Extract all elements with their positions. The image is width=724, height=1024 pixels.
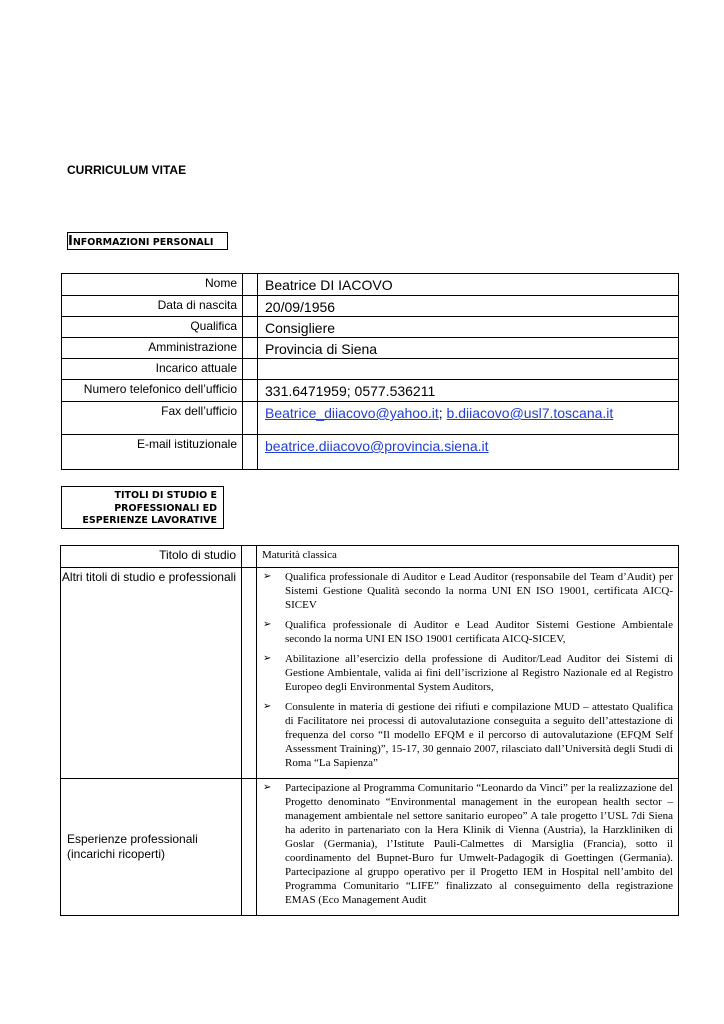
label-esperienze: Esperienze professionali (incarichi ricoperti) — [61, 779, 242, 916]
education-table — [60, 545, 679, 916]
section-heading-education — [61, 486, 224, 529]
table-row — [62, 274, 679, 296]
value-data-nascita: 20/09/1956 — [258, 296, 679, 317]
table-row — [62, 317, 679, 338]
list-item-text: Partecipazione al Programma Comunitario “Leonardo da Vinci” per la realizzazione del Progetto denominato “Environmental management in the european health sector – management ambientale nel settore sanitario europeo” A tale progetto l’USL 7di Siena ha aderito in partenariato con la Hera Klinik di Vienna (Austria), la Harzkliniken di Goslar (Germania), l’Istitute Pauli-Calmettes di Marsiglia (Francia), sotto il coordinamento del Bupnet-Buro fur Umwelt-Padagogik di Goettingen (Germania). Partecipazione al gruppo operativo per il Progetto IEM in Hospital nell’ambito del Programma Comunitario “LIFE” finalizzato al conseguimento della registrazione EMAS (Eco Management Audit — [285, 782, 673, 906]
spacer-cell — [243, 296, 258, 317]
spacer-cell — [243, 380, 258, 402]
arrow-bullet-icon: ➢ — [263, 782, 272, 793]
section-heading-line: PROFESSIONALI ED — [114, 502, 217, 514]
personal-info-table — [61, 273, 679, 470]
arrow-bullet-icon: ➢ — [263, 653, 272, 664]
table-row — [61, 546, 679, 568]
list-item — [262, 781, 673, 907]
label-email-istituzionale: E-mail istituzionale — [62, 435, 243, 470]
value-email-istituzionale — [258, 435, 679, 470]
value-altri-titoli — [257, 568, 679, 779]
label-telefono: Numero telefonico dell’ufficio — [62, 380, 243, 402]
spacer-cell — [243, 317, 258, 338]
value-amministrazione: Provincia di Siena — [258, 338, 679, 359]
label-amministrazione: Amministrazione — [62, 338, 243, 359]
table-row — [62, 402, 679, 435]
table-row — [62, 380, 679, 402]
label-altri-titoli: Altri titoli di studio e professionali — [61, 568, 242, 779]
value-titolo-studio: Maturità classica — [257, 546, 679, 568]
table-row — [62, 359, 679, 380]
arrow-bullet-icon: ➢ — [263, 701, 272, 712]
value-incarico-attuale — [258, 359, 679, 380]
section-heading-rest: NFORMAZIONI PERSONALI — [72, 237, 214, 248]
document-title: CURRICULUM VITAE — [67, 163, 187, 177]
value-esperienze — [257, 779, 679, 916]
spacer-cell — [243, 359, 258, 380]
altri-titoli-list — [262, 570, 673, 770]
list-item — [262, 570, 673, 612]
value-nome: Beatrice DI IACOVO — [258, 274, 679, 296]
label-incarico-attuale: Incarico attuale — [62, 359, 243, 380]
list-item — [262, 700, 673, 770]
spacer-cell — [243, 338, 258, 359]
table-row — [61, 568, 679, 779]
list-item — [262, 618, 673, 646]
list-item-text: Qualifica professionale di Auditor e Lead Auditor Sistemi Gestione Ambientale secondo la norma UNI EN ISO 19001 certificata AICQ-SICEV, — [285, 619, 673, 645]
section-heading-personal-info — [67, 232, 228, 250]
table-row — [61, 779, 679, 916]
spacer-cell — [243, 402, 258, 435]
email-link-yahoo[interactable]: Beatrice_diiacovo@yahoo.it — [265, 405, 439, 421]
spacer-cell — [243, 435, 258, 470]
value-telefono: 331.6471959; 0577.536211 — [258, 380, 679, 402]
list-item — [262, 652, 673, 694]
table-row — [62, 338, 679, 359]
spacer-cell — [242, 779, 257, 916]
table-row — [62, 296, 679, 317]
esperienze-list — [262, 781, 673, 907]
spacer-cell — [242, 546, 257, 568]
email-link-usl7[interactable]: b.diiacovo@usl7.toscana.it — [446, 405, 614, 421]
section-heading-initial: I — [68, 234, 73, 249]
section-heading-line: ESPERIENZE LAVORATIVE — [82, 515, 217, 526]
label-data-nascita: Data di nascita — [62, 296, 243, 317]
value-fax — [258, 402, 679, 435]
spacer-cell — [242, 568, 257, 779]
arrow-bullet-icon: ➢ — [263, 571, 272, 582]
link-separator: ; — [438, 405, 447, 421]
label-titolo-studio: Titolo di studio — [61, 546, 242, 568]
arrow-bullet-icon: ➢ — [263, 619, 272, 630]
list-item-text: Abilitazione all’esercizio della professione di Auditor/Lead Auditor dei Sistemi di Gestione Ambientale, valida ai fini dell’iscrizione al Registro Nazionale ed al Registro Europeo degli Environmental System Auditors, — [285, 653, 673, 693]
email-link-provincia[interactable]: beatrice.diiacovo@provincia.siena.it — [265, 438, 489, 454]
spacer-cell — [243, 274, 258, 296]
table-row — [62, 435, 679, 470]
list-item-text: Consulente in materia di gestione dei rifiuti e compilazione MUD – attestato Qualifica di Facilitatore nei processi di autovalutazione conseguita a seguito dell’attestazione di frequenza del corso “Il modello EFQM e il percorso di autovalutazione (EFQM Self Assessment Training)”, 15-17, 30 gennaio 2007, rilasciato dall’Università degli Studi di Roma “La Sapienza” — [285, 701, 673, 769]
label-nome: Nome — [62, 274, 243, 296]
label-fax: Fax dell’ufficio — [62, 402, 243, 435]
section-heading-line: TITOLI DI STUDIO E — [114, 490, 217, 501]
label-qualifica: Qualifica — [62, 317, 243, 338]
list-item-text: Qualifica professionale di Auditor e Lead Auditor (responsabile del Team d’Audit) per Sistemi Gestione Qualità secondo la norma UNI EN ISO 19001, certificata AICQ-SICEV — [285, 571, 673, 611]
value-qualifica: Consigliere — [258, 317, 679, 338]
